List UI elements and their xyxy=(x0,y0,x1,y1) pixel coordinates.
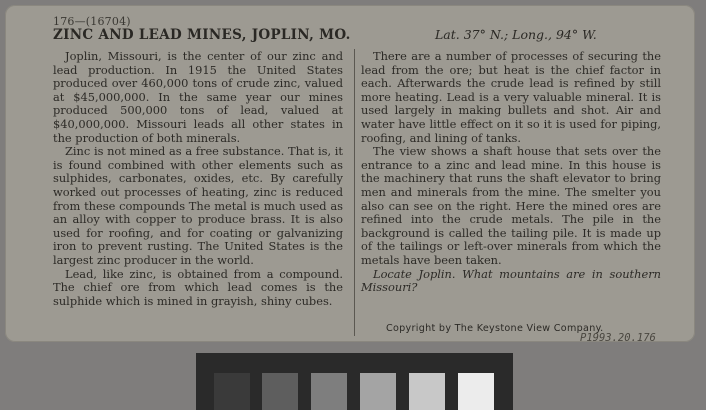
paragraph: There are a number of processes of securing the lead from the ore; but heat is the chief factor in each. Afterwards the crude lead is refined by still more heating. Lead is a very valuable mineral. It is used largely in making bullets and shot. Air and water have little effect on it so it is used for piping, roofing, and lining of tanks. xyxy=(361,49,661,145)
gray-swatch xyxy=(214,373,250,410)
paragraph: Joplin, Missouri, is the center of our zinc and lead production. In 1915 the United States produced over 460,000 tons of crude zinc, valued at $45,000,000. In the same year our mines produced 500,000 tons of lead, valued at $40,000,000. Missouri leads all other states in the production of both minerals. xyxy=(53,49,343,145)
gray-swatch xyxy=(409,373,445,410)
gray-swatch xyxy=(458,373,494,410)
stereograph-card-back xyxy=(5,5,695,342)
gray-swatch xyxy=(360,373,396,410)
column-divider xyxy=(354,49,355,336)
gray-swatch xyxy=(262,373,298,410)
left-column xyxy=(53,50,343,308)
study-question: Locate Joplin. What mountains are in southern Missouri? xyxy=(361,266,661,295)
paragraph: Lead, like zinc, is obtained from a compound. The chief ore from which lead comes is the sulphide which is mined in grayish, shiny cubes. xyxy=(53,266,343,308)
lat-long: Lat. 37° N.; Long., 94° W. xyxy=(435,27,597,42)
accession-number: P1993.20.176 xyxy=(580,332,656,344)
catalog-number: 176—(16704) xyxy=(53,15,131,28)
paragraph: Zinc is not mined as a free substance. That is, it is found combined with other elements such as sulphides, carbonates, oxides, etc. By carefully worked out processes of heating, zinc is reduced from these compounds The metal is much used as an alloy with copper to produce brass. It is also used for roofing, and for coating or galvanizing iron to prevent rusting. The United States is the largest zinc producer in the world. xyxy=(53,144,343,267)
card-title: ZINC AND LEAD MINES, JOPLIN, MO. xyxy=(53,27,351,43)
paragraph: The view shows a shaft house that sets over the entrance to a zinc and lead mine. In this house is the machinery that runs the shaft elevator to bring men and minerals from the mine. The smelter you also can see on the right. Here the mined ores are refined into the crude metals. The pile in the background is called the tailing pile. It is made up of the tailings or left-over minerals from which the metals have been taken. xyxy=(361,144,661,267)
right-column xyxy=(361,50,661,295)
gray-swatch xyxy=(311,373,347,410)
copyright-notice: Copyright by The Keystone View Company. xyxy=(386,323,604,334)
color-calibration-bar xyxy=(196,353,513,410)
